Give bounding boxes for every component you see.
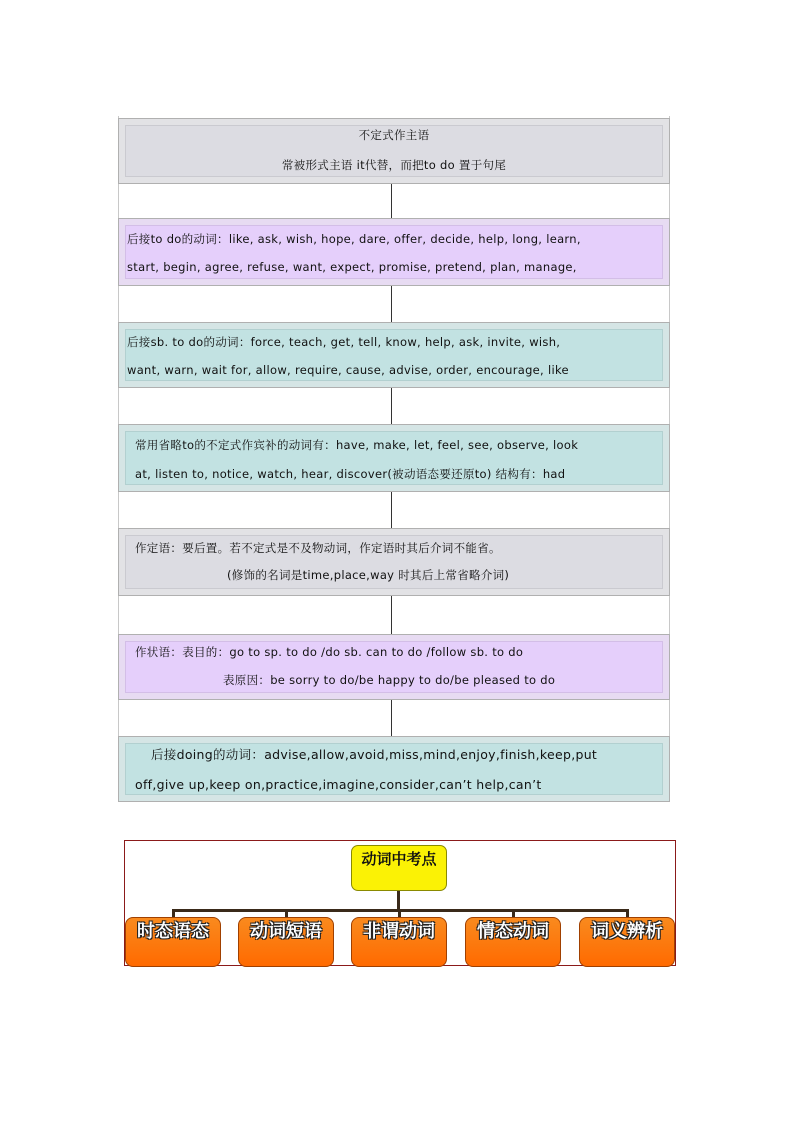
org-connector [398, 909, 401, 917]
box-attributive [118, 528, 670, 596]
org-connector [626, 909, 629, 917]
box-line: start, begin, agree, refuse, want, expect, promise, pretend, plan, manage, [127, 260, 577, 274]
connector-line [391, 388, 392, 424]
box-line: 后接sb. to do的动词：force, teach, get, tell, know, help, ask, invite, wish, [127, 335, 561, 349]
connector-line [391, 492, 392, 528]
box-line: 作定语：要后置。若不定式是不及物动词，作定语时其后介词不能省。 [135, 541, 501, 555]
org-child-word-meaning: 词义辨析 [579, 917, 675, 967]
box-bare-infinitive-complement [118, 424, 670, 492]
box-line: (修饰的名词是time,place,way 时其后上常省略介词) [227, 568, 510, 582]
box-verbs-sb-to-do [118, 322, 670, 388]
org-child-verb-phrases: 动词短语 [238, 917, 334, 967]
org-root-node: 动词中考点 [351, 845, 447, 891]
org-connector [512, 909, 515, 917]
box-infinitive-subject [118, 118, 670, 184]
org-child-tense-voice: 时态语态 [125, 917, 221, 967]
box-line: 表原因：be sorry to do/be happy to do/be pleased to do [223, 673, 556, 687]
org-connector [172, 909, 175, 917]
connector-line [391, 184, 392, 218]
box-line: at, listen to, notice, watch, hear, discover(被动语态要还原to) 结构有：had [135, 467, 566, 481]
box-line: off,give up,keep on,practice,imagine,consider,can’t help,can’t [135, 777, 542, 792]
box-line: 后接doing的动词：advise,allow,avoid,miss,mind,enjoy,finish,keep,put [151, 747, 598, 762]
box-adverbial [118, 634, 670, 700]
org-connector [397, 891, 400, 911]
connector-line [391, 700, 392, 736]
box-line: want, warn, wait for, allow, require, cause, advise, order, encourage, like [127, 363, 569, 377]
org-child-modal-verbs: 情态动词 [465, 917, 561, 967]
grammar-flowchart [118, 116, 670, 802]
box-line: 不定式作主语 [358, 128, 430, 142]
org-child-non-finite-verbs: 非谓动词 [351, 917, 447, 967]
box-line: 后接to do的动词：like, ask, wish, hope, dare, offer, decide, help, long, learn, [127, 232, 581, 246]
box-verbs-to-do [118, 218, 670, 286]
box-line: 作状语：表目的：go to sp. to do /do sb. can to do /follow sb. to do [135, 645, 524, 659]
org-connector [285, 909, 288, 917]
box-line: 常被形式主语 it代替，而把to do 置于句尾 [281, 158, 507, 172]
verb-exam-points-orgchart [124, 840, 676, 966]
connector-line [391, 286, 392, 322]
box-line: 常用省略to的不定式作宾补的动词有：have, make, let, feel, see, observe, look [135, 438, 579, 452]
connector-line [391, 596, 392, 634]
box-verbs-doing [118, 736, 670, 802]
